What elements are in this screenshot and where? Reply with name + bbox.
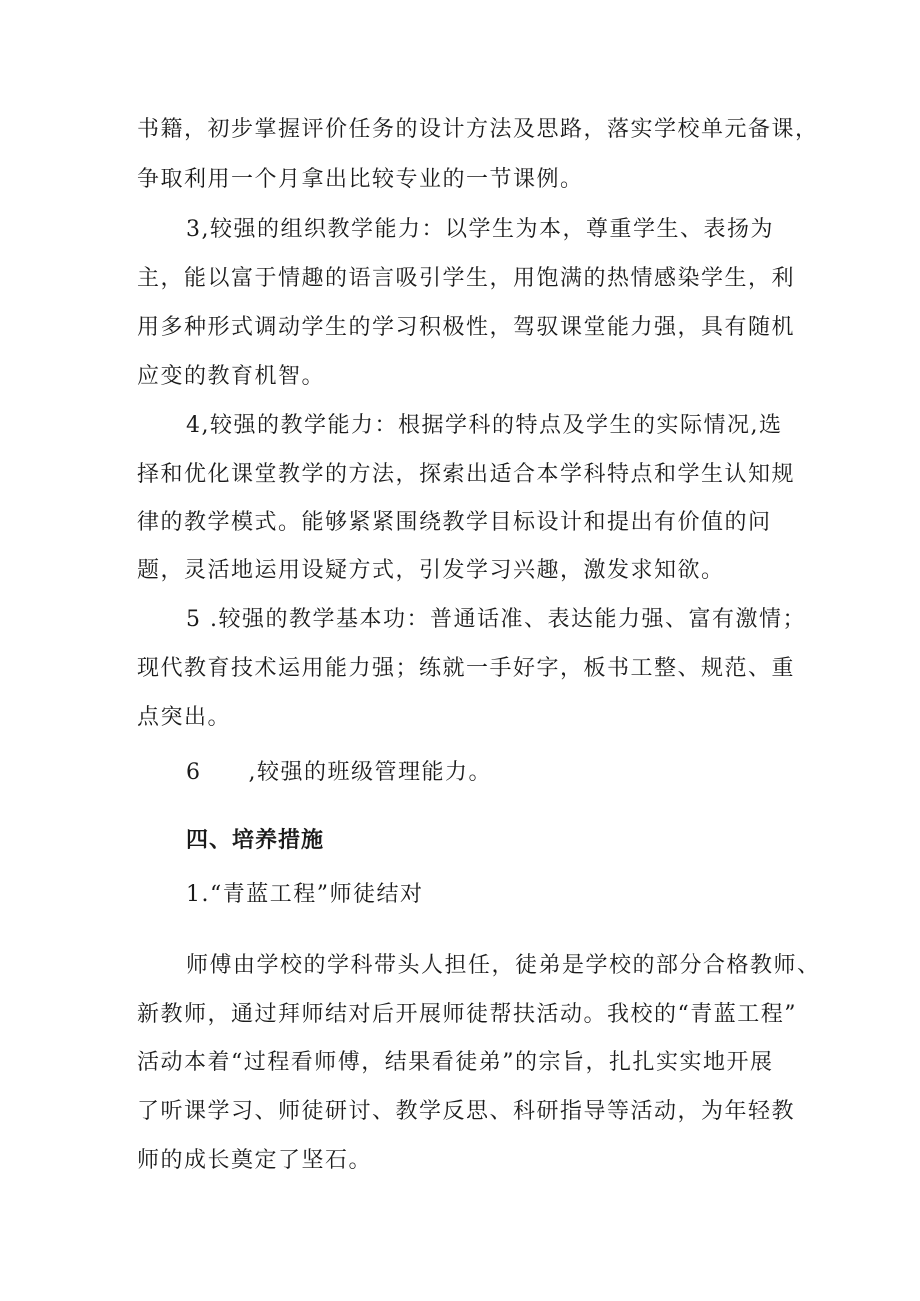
- paragraph-line: 书籍，初步掌握评价任务的设计方法及思路，落实学校单元备课，: [137, 117, 819, 142]
- paragraph-line: 题，灵活地运用设疑方式，引发学习兴趣，激发求知欲。: [137, 558, 725, 583]
- paragraph-line: 点突出。: [137, 705, 232, 730]
- paragraph-line: 择和优化课堂教学的方法，探索出适合本学科特点和学生认知规: [137, 462, 796, 487]
- paragraph-line: 师傅由学校的学科带头人担任，徒弟是学校的部分合格教师、: [186, 953, 821, 978]
- paragraph-line: 新教师，通过拜师结对后开展师徒帮扶活动。我校的“青蓝工程”: [137, 1002, 797, 1027]
- paragraph-line: 师的成长奠定了坚石。: [137, 1148, 373, 1173]
- paragraph-line: 了听课学习、师徒研讨、教学反思、科研指导等活动，为年轻教: [137, 1099, 796, 1124]
- paragraph-line: 活动本着“过程看师傅，结果看徒弟”的宗旨，扎扎实实地开展: [137, 1050, 774, 1075]
- paragraph-line: 现代教育技术运用能力强；练就一手好字，板书工整、规范、重: [137, 656, 796, 681]
- paragraph-line: 主，能以富于情趣的语言吸引学生，用饱满的热情感染学生，利: [137, 266, 796, 291]
- item-6-line: 6 ,较强的班级管理能力。: [186, 760, 492, 785]
- paragraph-line: 律的教学模式。能够紧紧围绕教学目标设计和提出有价值的问: [137, 510, 772, 535]
- item-4-line: 4,较强的教学能力：根据学科的特点及学生的实际情况,选: [186, 413, 783, 438]
- item-3-line: 3,较强的组织教学能力：以学生为本，尊重学生、表扬为: [186, 217, 774, 242]
- item-5-line: 5 .较强的教学基本功：普通话准、表达能力强、富有激情；: [186, 607, 806, 632]
- paragraph-line: 用多种形式调动学生的学习积极性，驾驭课堂能力强，具有随机: [137, 315, 796, 340]
- subheading: 1.“青蓝工程”师徒结对: [186, 882, 424, 907]
- paragraph-line: 争取利用一个月拿出比较专业的一节课例。: [137, 167, 584, 192]
- section-heading: 四、培养措施: [186, 828, 325, 853]
- paragraph-line: 应变的教育机智。: [137, 364, 326, 389]
